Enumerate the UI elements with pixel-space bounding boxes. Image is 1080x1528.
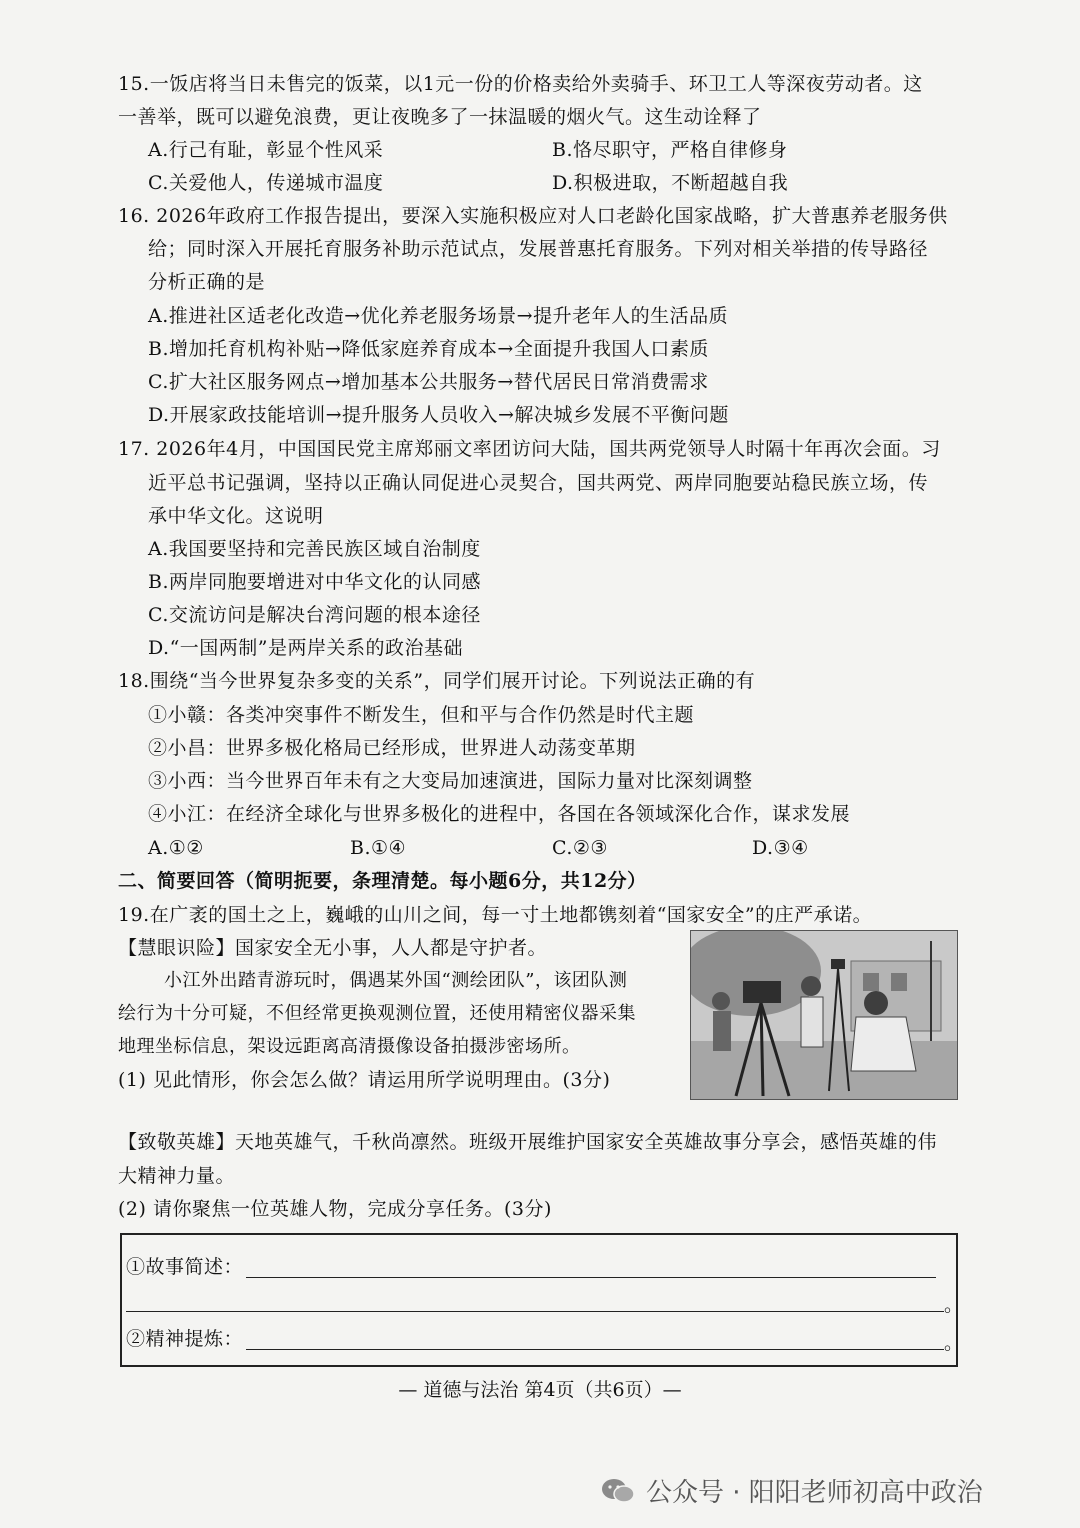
q19-part1-body-line1: 小江外出踏青游玩时，偶遇某外国“测绘团队”，该团队测 — [164, 970, 628, 991]
story-end-mark: 。 — [944, 1294, 964, 1316]
q15-stem-line2: 一善举，既可以避免浪费，更让夜晚多了一抹温暖的烟火气。这生动诠释了 — [118, 106, 762, 128]
q18-item-3: ③小西：当今世界百年未有之大变局加速演进，国际力量对比深刻调整 — [148, 770, 753, 792]
q17-stem-line3: 承中华文化。这说明 — [148, 505, 324, 527]
story-blank-line2[interactable] — [126, 1311, 944, 1312]
q18-option-c: C.②③ — [552, 837, 608, 859]
q19-stem: 19.在广袤的国土之上，巍峨的山川之间，每一寸土地都镌刻着“国家安全”的庄严承诺。 — [118, 904, 873, 926]
watermark — [600, 1472, 983, 1509]
q17-option-d: D.“一国两制”是两岸关系的政治基础 — [148, 637, 464, 659]
q16-option-b: B.增加托育机构补贴→降低家庭养育成本→全面提升我国人口素质 — [148, 338, 709, 360]
spirit-label: ②精神提炼： — [126, 1328, 244, 1350]
q19-part2-line2: 大精神力量。 — [118, 1165, 236, 1187]
page-footer: — 道德与法治 第4页（共6页）— — [398, 1379, 682, 1401]
q19-part1-body-line3: 地理坐标信息，架设远距离高清摄像设备拍摄涉密场所。 — [118, 1036, 581, 1057]
q18-stem: 18.围绕“当今世界复杂多变的关系”，同学们展开讨论。下列说法正确的有 — [118, 670, 756, 692]
section-2-heading: 二、简要回答（简明扼要，条理清楚。每小题6分，共12分） — [118, 870, 647, 892]
q19-sub2-prompt: (2) 请你聚焦一位英雄人物，完成分享任务。(3分) — [118, 1198, 552, 1220]
q18-option-a: A.①② — [148, 837, 204, 859]
q17-option-b: B.两岸同胞要增进对中华文化的认同感 — [148, 571, 482, 593]
q19-sub1-prompt: (1) 见此情形，你会怎么做？请运用所学说明理由。(3分) — [118, 1069, 611, 1091]
answer-box — [120, 1233, 964, 1367]
surveying-team-photo — [690, 930, 958, 1100]
q19-part1-heading: 【慧眼识险】国家安全无小事，人人都是守护者。 — [118, 937, 548, 959]
q16-stem-line1: 16. 2026年政府工作报告提出，要深入实施积极应对人口老龄化国家战略，扩大普惠养老服务供 — [118, 205, 948, 227]
wechat-icon — [600, 1477, 636, 1505]
q17-stem-line1: 17. 2026年4月，中国国民党主席郑丽文率团访问大陆，国共两党领导人时隔十年再次会面。习 — [118, 438, 941, 460]
q18-item-4: ④小江：在经济全球化与世界多极化的进程中，各国在各领域深化合作，谋求发展 — [148, 803, 851, 825]
story-label: ①故事简述： — [126, 1256, 244, 1278]
q18-item-1: ①小赣：各类冲突事件不断发生，但和平与合作仍然是时代主题 — [148, 704, 695, 726]
q19-part2-line1: 【致敬英雄】天地英雄气，千秋尚凛然。班级开展维护国家安全英雄故事分享会，感悟英雄的伟 — [118, 1131, 938, 1153]
q17-option-c: C.交流访问是解决台湾问题的根本途径 — [148, 604, 481, 626]
q15-option-d: D.积极进取，不断超越自我 — [552, 172, 789, 194]
q15-stem-line1: 15.一饭店将当日未售完的饭菜，以1元一份的价格卖给外卖骑手、环卫工人等深夜劳动者。这 — [118, 73, 923, 95]
q15-option-b: B.恪尽职守，严格自律修身 — [552, 139, 788, 161]
q18-option-d: D.③④ — [752, 837, 809, 859]
photo-illustration — [691, 931, 957, 1099]
q16-option-d: D.开展家政技能培训→提升服务人员收入→解决城乡发展不平衡问题 — [148, 404, 729, 426]
q16-stem-line2: 给；同时深入开展托育服务补助示范试点，发展普惠托育服务。下列对相关举措的传导路径 — [148, 238, 929, 260]
spirit-end-mark: 。 — [944, 1332, 964, 1354]
q17-option-a: A.我国要坚持和完善民族区域自治制度 — [148, 538, 481, 560]
spirit-blank-line[interactable] — [246, 1349, 944, 1350]
q16-option-c: C.扩大社区服务网点→增加基本公共服务→替代居民日常消费需求 — [148, 371, 709, 393]
q18-option-b: B.①④ — [350, 837, 407, 859]
q15-option-c: C.关爱他人，传递城市温度 — [148, 172, 384, 194]
q19-part1-body-line2: 绘行为十分可疑，不但经常更换观测位置，还使用精密仪器采集 — [118, 1003, 636, 1024]
q16-stem-line3: 分析正确的是 — [148, 271, 266, 293]
q17-stem-line2: 近平总书记强调，坚持以正确认同促进心灵契合，国共两党、两岸同胞要站稳民族立场，传 — [148, 472, 929, 494]
q15-option-a: A.行己有耻，彰显个性风采 — [148, 139, 384, 161]
q16-option-a: A.推进社区适老化改造→优化养老服务场景→提升老年人的生活品质 — [148, 305, 729, 327]
q18-item-2: ②小昌：世界多极化格局已经形成，世界进人动荡变革期 — [148, 737, 636, 759]
story-blank-line1[interactable] — [246, 1277, 936, 1278]
watermark-text: 公众号 · 阳阳老师初高中政治 — [646, 1478, 983, 1508]
